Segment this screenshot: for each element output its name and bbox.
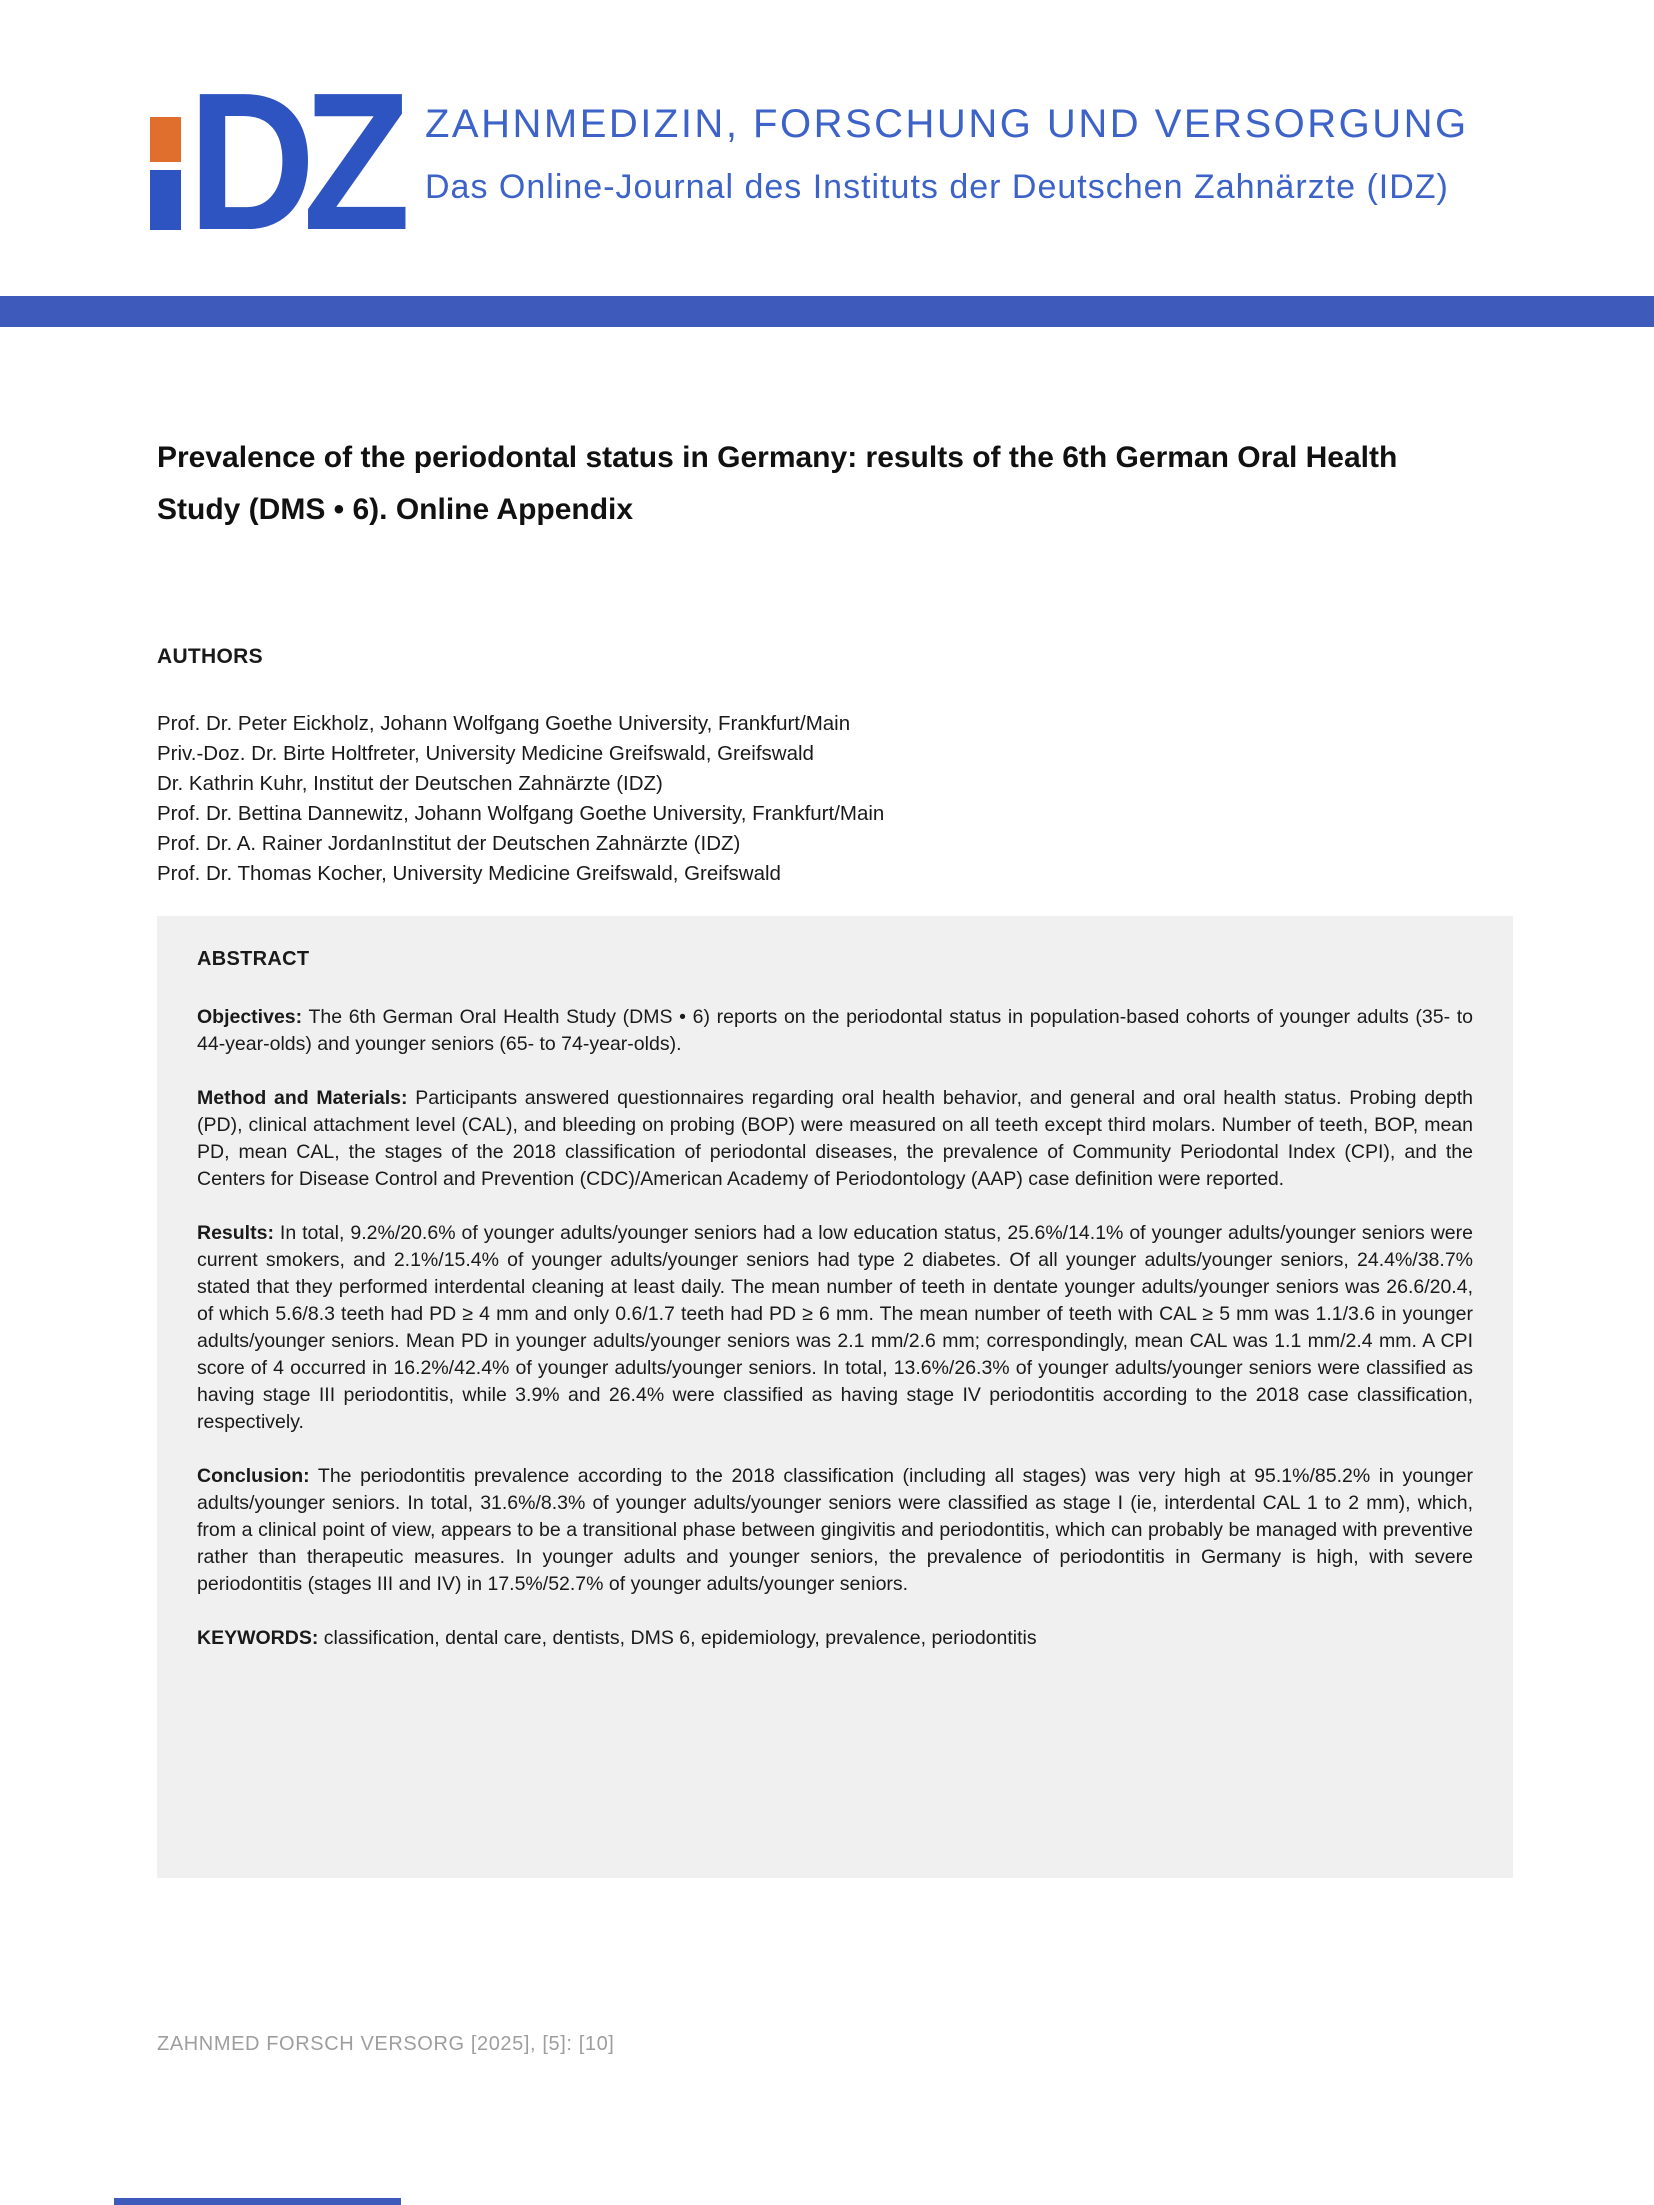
abstract-keywords-label: KEYWORDS: [197,1627,319,1649]
journal-subtitle: Das Online-Journal des Instituts der Deutschen Zahnärzte (IDZ) [425,168,1449,206]
abstract-keywords [197,1625,1473,1652]
author-line: Prof. Dr. Thomas Kocher, University Medicine Greifswald, Greifswald [157,862,781,885]
abstract-keywords-text: classification, dental care, dentists, DMS 6, epidemiology, prevalence, periodontitis [323,1627,1037,1649]
header-divider-bar [0,296,1654,327]
authors-section [157,645,1457,889]
author-line: Prof. Dr. Peter Eickholz, Johann Wolfgang Goethe University, Frankfurt/Main [157,712,851,735]
page-title: Prevalence of the periodontal status in Germany: results of the 6th German Oral Health Study (DMS • 6). Online Appendix [157,441,1398,526]
author-line: Prof. Dr. A. Rainer JordanInstitut der Deutschen Zahnärzte (IDZ) [157,832,741,855]
abstract-methods-label: Method and Materials: [197,1087,408,1109]
journal-citation: ZAHNMED FORSCH VERSORG [2025], [5]: [10] [157,2033,615,2055]
abstract-objectives-label: Objectives: [197,1006,303,1028]
idz-logo-letters: DZ [188,52,398,271]
abstract-objectives [197,1004,1473,1058]
idz-logo-i-dot [150,117,181,162]
abstract-results-label: Results: [197,1222,274,1244]
abstract-heading: ABSTRACT [197,948,310,970]
abstract-methods-text: Participants answered questionnaires regarding oral health behavior, and general and oral health status. Probing depth (PD), clinical attachment level (CAL), and bleeding on probing (BOP) were measured on all teeth except third molars. Number of teeth, BOP, mean PD, mean CAL, the stages of the 2018 classification of periodontal diseases, the prevalence of Community Periodontal Index (CPI), and the Centers for Disease Control and Prevention (CDC)/American Academy of Periodontology (AAP) case definition were reported. [197,1087,1473,1190]
abstract-objectives-text: The 6th German Oral Health Study (DMS • 6) reports on the periodontal status in population-based cohorts of younger adults (35- to 44-year-olds) and younger seniors (65- to 74-year-olds). [197,1006,1473,1055]
abstract-box [157,916,1513,1878]
abstract-conclusion-label: Conclusion: [197,1465,310,1487]
bottom-accent-bar [114,2198,401,2205]
abstract-results-text: In total, 9.2%/20.6% of younger adults/younger seniors had a low education status, 25.6%/14.1% of younger adults/younger seniors were current smokers, and 2.1%/15.4% of younger adults/younger seniors had type 2 diabetes. Of all younger adults/younger seniors, 24.4%/38.7% stated that they performed interdental cleaning at least daily. The mean number of teeth in dentate younger adults/younger seniors was 26.6/20.4, of which 5.6/8.3 teeth had PD ≥ 4 mm and only 0.6/1.7 teeth had PD ≥ 6 mm. The mean number of teeth with CAL ≥ 5 mm was 1.1/3.6 in younger adults/younger seniors. Mean PD in younger adults/younger seniors was 2.1 mm/2.6 mm; correspondingly, mean CAL was 1.1 mm/2.4 mm. A CPI score of 4 occurred in 16.2%/42.4% of younger adults/younger seniors. In total, 13.6%/26.3% of younger adults/younger seniors were classified as having stage III periodontitis, while 3.9% and 26.4% were classified as having stage IV periodontitis according to the 2018 case classification, respectively. [197,1222,1473,1433]
abstract-conclusion-text: The periodontitis prevalence according to the 2018 classification (including all stages) was very high at 95.1%/85.2% in younger adults/younger seniors. In total, 31.6%/8.3% of younger adults/younger seniors were classified as stage I (ie, interdental CAL 1 to 2 mm), which, from a clinical point of view, appears to be a transitional phase between gingivitis and periodontitis, which can probably be managed with preventive rather than therapeutic measures. In younger adults and younger seniors, the prevalence of periodontitis in Germany is high, with severe periodontitis (stages III and IV) in 17.5%/52.7% of younger adults/younger seniors. [197,1465,1473,1595]
authors-heading: AUTHORS [157,645,263,668]
idz-logo-i-stem [150,170,181,230]
author-line: Dr. Kathrin Kuhr, Institut der Deutschen Zahnärzte (IDZ) [157,772,663,795]
author-line: Priv.-Doz. Dr. Birte Holtfreter, University Medicine Greifswald, Greifswald [157,742,814,765]
abstract-conclusion [197,1463,1473,1598]
abstract-methods [197,1085,1473,1193]
author-line: Prof. Dr. Bettina Dannewitz, Johann Wolfgang Goethe University, Frankfurt/Main [157,802,885,825]
journal-name: ZAHNMEDIZIN, FORSCHUNG UND VERSORGUNG [425,102,1469,146]
abstract-results [197,1220,1473,1436]
